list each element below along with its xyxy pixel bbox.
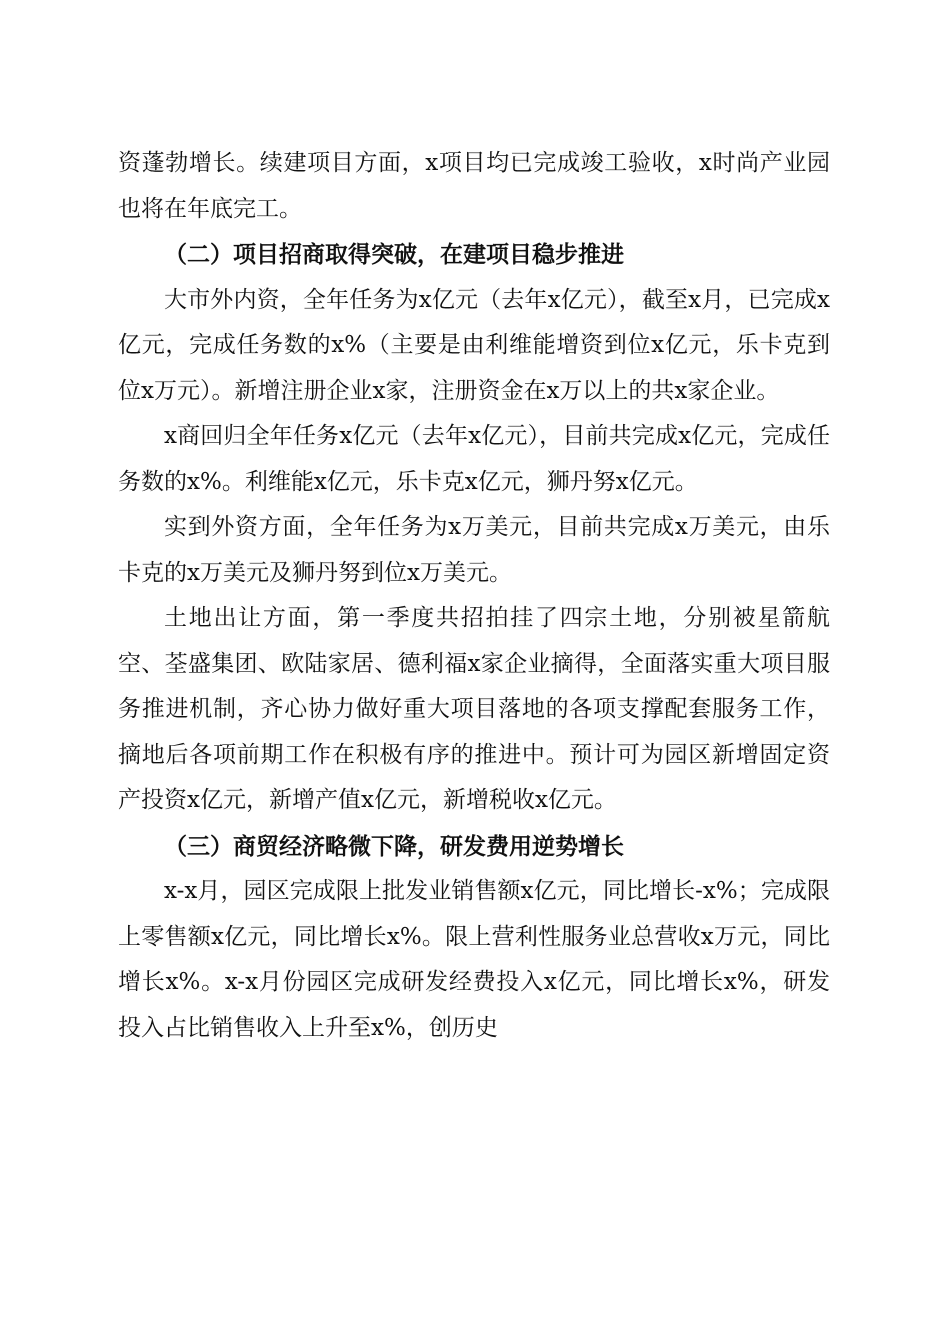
paragraph-merchant-return: x商回归全年任务x亿元（去年x亿元），目前共完成x亿元，完成任务数的x%。利维能x亿元，乐卡克x亿元，狮丹努x亿元。 [118,423,830,495]
paragraph-continuation: 资蓬勃增长。续建项目方面，x项目均已完成竣工验收，x时尚产业园也将在年底完工。 [118,150,830,222]
section-heading-2: （二）项目招商取得突破，在建项目稳步推进 [164,241,624,268]
section-heading-3: （三）商贸经济略微下降，研发费用逆势增长 [164,832,624,860]
paragraph-land-transfer: 土地出让方面，第一季度共招拍挂了四宗土地，分别被星箭航空、荃盛集团、欧陆家居、德利福x家企业摘得，全面落实重大项目服务推进机制，齐心协力做好重大项目落地的各项支撑配套服务工作，摘地后各项前期工作在积极有序的推进中。预计可为园区新增固定资产投资x亿元，新增产值x亿元，新增税收x亿元。 [118,605,830,813]
paragraph-domestic-investment: 大市外内资，全年任务为x亿元（去年x亿元），截至x月，已完成x亿元，完成任务数的x%（主要是由利维能增资到位x亿元，乐卡克到位x万元）。新增注册企业x家，注册资金在x万以上的共x家企业。 [118,286,830,404]
paragraph-trade-economy: x-x月，园区完成限上批发业销售额x亿元，同比增长-x%；完成限上零售额x亿元，同比增长x%。限上营利性服务业总营收x万元，同比增长x%。x-x月份园区完成研发经费投入x亿元，同比增长x%，研发投入占比销售收入上升至x%，创历史 [118,878,830,1041]
paragraph-foreign-investment: 实到外资方面，全年任务为x万美元，目前共完成x万美元，由乐卡克的x万美元及狮丹努到位x万美元。 [118,514,830,586]
document-body [118,141,830,1051]
